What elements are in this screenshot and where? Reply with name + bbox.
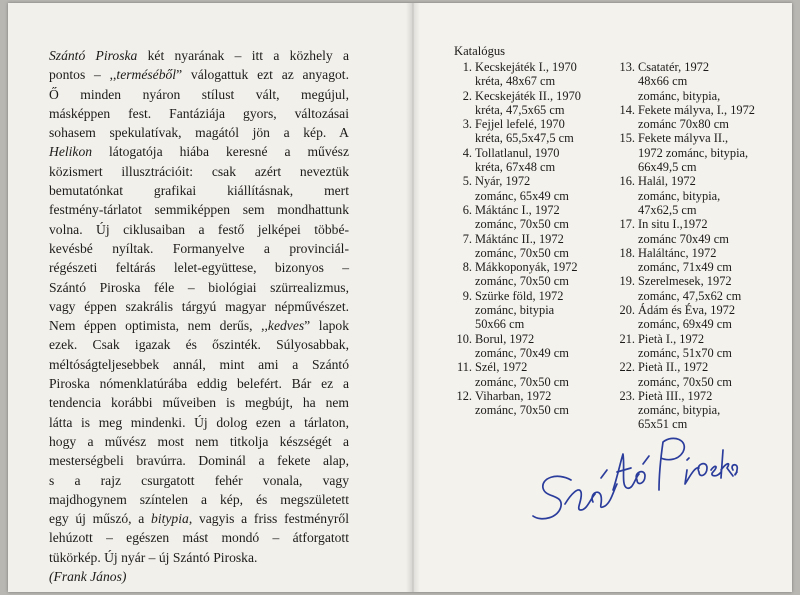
catalogue-item-number: 15. [619, 131, 635, 146]
catalogue-item-detail: kréta, 65,5x47,5 cm [475, 131, 574, 146]
essay-text-run: tükörkép. Új nyár – új Szántó Piroska. [49, 549, 258, 565]
catalogue-item-detail: zománc, 51x70 cm [638, 345, 732, 360]
essay-text-run: ” lapok [304, 318, 349, 334]
essay-text-run: , vagyis a friss festményről [188, 511, 349, 527]
essay-line [49, 258, 349, 277]
catalogue-item-number: 5. [462, 174, 472, 189]
catalogue-item-detail: zománc 70x80 cm [638, 117, 729, 132]
catalogue-item-detail: 66x49,5 cm [638, 160, 697, 175]
catalogue-item-detail: 47x62,5 cm [638, 202, 697, 217]
catalogue-item-title-row [452, 360, 612, 374]
catalogue-item-number: 7. [462, 231, 472, 246]
catalogue-item-title: Ádám és Éva, 1972 [638, 303, 736, 318]
catalogue-item-title-row [452, 60, 612, 74]
essay-line [49, 46, 349, 65]
catalogue-item-title: Pietà II., 1972 [638, 360, 709, 375]
catalogue-item-detail: zománc, 70x50 cm [475, 374, 569, 389]
essay-text-run: Szántó Piroska féle – biológiai szürrealizmus, [49, 279, 349, 295]
catalogue-item-number: 23. [619, 388, 635, 403]
catalogue-item [615, 246, 783, 275]
catalogue-item-title-row [452, 289, 612, 303]
catalogue-item-detail: zománc, bitypia, [638, 88, 721, 103]
catalogue-item-title: Szerelmesek, 1972 [638, 274, 732, 289]
catalogue-item-title: Borul, 1972 [475, 331, 535, 346]
essay-text-run: ” válogattuk ezt az anyagot. [176, 67, 349, 83]
catalogue-item-detail: zománc 70x49 cm [638, 231, 729, 246]
essay-line [49, 123, 349, 142]
catalogue-item-detail: zománc, 70x50 cm [638, 374, 732, 389]
catalogue-item-number: 9. [462, 288, 472, 303]
essay-line [49, 142, 349, 161]
essay-italic-text: Szántó Piroska [49, 48, 138, 63]
catalogue-item-detail: zománc, 70x49 cm [475, 345, 569, 360]
essay-text-run: látta is meg mindenki. Új dolog ezen a tárlaton, [49, 414, 349, 430]
catalogue-item-number: 10. [456, 331, 472, 346]
essay-text-run: tendencia korábbi műveiben is megbújt, ha nem [49, 395, 349, 411]
essay-line [49, 297, 349, 316]
catalogue-item-title-row [615, 60, 783, 74]
catalogue-item-title: Halál, 1972 [638, 174, 696, 189]
catalogue-item-title: Viharban, 1972 [475, 388, 552, 403]
essay-line [49, 471, 349, 490]
essay-italic-text: (Frank János) [49, 569, 127, 585]
essay-text-run: mesterségbeli bravúrra. Dominál a fekete alap, [49, 453, 349, 469]
catalogue-item-title-row [615, 360, 783, 374]
essay-text [49, 46, 349, 586]
catalogue-item-detail: 48x66 cm [638, 74, 688, 89]
catalogue-item-title-row [615, 103, 783, 117]
catalogue-item [615, 174, 783, 217]
catalogue-item-title-row [452, 260, 612, 274]
catalogue-item-title-row [615, 217, 783, 231]
catalogue-heading: Katalógus [454, 44, 506, 58]
essay-text-run: pontos – ,, [49, 67, 117, 83]
catalogue-item-detail: kréta, 67x48 cm [475, 160, 556, 175]
catalogue-item-detail: zománc, 70x50 cm [475, 403, 569, 418]
essay-line [49, 200, 349, 219]
catalogue-item [615, 217, 783, 246]
catalogue-item [452, 203, 612, 232]
catalogue-item [452, 60, 612, 89]
catalogue-item-title-row [615, 274, 783, 288]
essay-text-run: Ő minden nyáron stílust vált, megújul, [49, 86, 349, 102]
essay-line [49, 162, 349, 181]
essay-text-run: látogatója hiába keresné a művész [92, 144, 349, 160]
catalogue-item [452, 174, 612, 203]
catalogue-item-number: 1. [462, 60, 472, 74]
catalogue-column-1 [452, 60, 612, 417]
catalogue-item [615, 103, 783, 132]
catalogue-item-title: Szürke föld, 1972 [475, 288, 564, 303]
catalogue-item-title: Szél, 1972 [475, 360, 528, 375]
catalogue-item-number: 20. [619, 303, 635, 318]
essay-line [49, 335, 349, 354]
essay-text-run: régészeti feltárás lelet-együttese, bizonyos – [49, 260, 349, 276]
catalogue-item-title: Csatatér, 1972 [638, 60, 710, 74]
catalogue-item-number: 18. [619, 245, 635, 260]
essay-text-run: közismert illusztrációit: csak azért neveztük [49, 163, 349, 179]
essay-line [49, 548, 349, 567]
catalogue-item-title: In situ I.,1972 [638, 217, 708, 232]
catalogue-item-number: 17. [619, 217, 635, 232]
catalogue-item-title: Fejjel lefelé, 1970 [475, 117, 565, 132]
catalogue-item-title-row [615, 131, 783, 145]
catalogue-item-title-row [452, 389, 612, 403]
catalogue-item-detail: 65x51 cm [638, 417, 688, 432]
essay-text-run: egy új műszó, a [49, 511, 152, 527]
essay-text-run: két nyarának – itt a közhely a [137, 48, 349, 63]
essay-text-run: bemutatónkat grafikai kiállításnak, mert [49, 183, 349, 199]
catalogue-item-title: Máktánc II., 1972 [475, 231, 564, 246]
essay-text-run: s a rajz csurgatott fehér vonala, vagy [49, 472, 349, 488]
essay-line [49, 490, 349, 509]
catalogue-item [615, 274, 783, 303]
essay-italic-text: kedves [267, 318, 305, 334]
catalogue-item [452, 232, 612, 261]
essay-line [49, 393, 349, 412]
catalogue-item-detail: 1972 zománc, bitypia, [638, 145, 749, 160]
catalogue-item-number: 2. [462, 88, 472, 103]
catalogue-item-title-row [615, 246, 783, 260]
essay-line [49, 104, 349, 123]
catalogue-item-title-row [615, 332, 783, 346]
catalogue-item-number: 22. [619, 360, 635, 375]
catalogue-item [452, 260, 612, 289]
essay-text-run: Nem éppen optimista, nem derűs, ,, [49, 318, 268, 334]
essay-line [49, 316, 349, 335]
catalogue-item-title: Máktánc I., 1972 [475, 202, 560, 217]
catalogue-item-number: 16. [619, 174, 635, 189]
catalogue-item-title-row [452, 146, 612, 160]
catalogue-item-title-row [452, 117, 612, 131]
catalogue-item-title: Nyár, 1972 [475, 174, 531, 189]
essay-line [49, 374, 349, 393]
essay-line [49, 451, 349, 470]
catalogue-item-number: 11. [456, 360, 472, 375]
page-fold [406, 3, 420, 592]
catalogue-item-detail: 50x66 cm [475, 317, 525, 332]
catalogue-item-number: 13. [619, 60, 635, 74]
catalogue-item-number: 21. [619, 331, 635, 346]
catalogue-item-number: 3. [462, 117, 472, 132]
catalogue-item-detail: zománc, 65x49 cm [475, 188, 569, 203]
catalogue-item-title-row [452, 174, 612, 188]
catalogue-item [615, 60, 783, 103]
essay-line [49, 355, 349, 374]
essay-text-run: méltóságteljesebbek annál, mint ami a Szántó [49, 356, 349, 372]
essay-text-run: vagy éppen szakrális tárgyú magyar népművészet. [49, 298, 349, 314]
catalogue-item-title-row [452, 89, 612, 103]
catalogue-item-title: Pietà I., 1972 [638, 331, 705, 346]
catalogue-item-number: 14. [619, 102, 635, 117]
essay-text-run: Piroska nómenklatúrába eddig belefért. Bár ez a [49, 376, 349, 392]
catalogue-item-number: 8. [462, 260, 472, 275]
essay-text-run: kevésbé nyíltak. Formanyelve a provinciál- [49, 240, 349, 256]
essay-text-run: hogy a művész most nem titkolja készségét a [49, 433, 349, 449]
essay-line [49, 413, 349, 432]
essay-line [49, 432, 349, 451]
catalogue-item-detail: zománc, 70x50 cm [475, 245, 569, 260]
catalogue-item-detail: zománc, bitypia, [638, 188, 721, 203]
essay-italic-text: terméséből [116, 67, 177, 83]
catalogue-item-title: Fekete mályva II., [638, 131, 729, 146]
catalogue-item-detail: zománc, 70x50 cm [475, 217, 569, 232]
catalogue-item-detail: zománc, 69x49 cm [638, 317, 732, 332]
catalogue-item-detail: kréta, 47,5x65 cm [475, 102, 565, 117]
essay-line [49, 528, 349, 547]
essay-text-run: sohasem spekulatívak, magától jön a kép. A [49, 125, 349, 141]
catalogue-item [615, 332, 783, 361]
catalogue-item-detail: zománc, bitypia [475, 303, 555, 318]
catalogue-item-title: Kecskejáték II., 1970 [475, 88, 581, 103]
catalogue-column-2 [615, 60, 783, 432]
catalogue-item-title-row [452, 203, 612, 217]
catalogue-item-detail: zománc, 47,5x62 cm [638, 288, 742, 303]
catalogue-item-detail: zománc, 71x49 cm [638, 260, 732, 275]
handwritten-signature [527, 420, 739, 530]
catalogue-item [452, 146, 612, 175]
essay-text-run: majdhogynem színtelen a kép, és megszületett [49, 491, 349, 507]
essay-line [49, 65, 349, 84]
essay-text-run: lehúzott – egészen mást mondó – átforgatott [49, 530, 349, 546]
catalogue-item-detail: zománc, bitypia, [638, 403, 721, 418]
catalogue-item [452, 89, 612, 118]
catalogue-item-title-row [615, 174, 783, 188]
catalogue-item-number: 6. [462, 202, 472, 217]
essay-text-run: ezek. Csak igazak és őszinték. Súlyosabbak, [49, 337, 349, 353]
essay-line [49, 85, 349, 104]
catalogue-item [452, 117, 612, 146]
essay-text-run: festmény-tárlatot semmiképpen sem mondhattunk [49, 202, 349, 218]
catalogue-item-title: Kecskejáték I., 1970 [475, 60, 577, 74]
catalogue-item [615, 303, 783, 332]
catalogue-item [452, 360, 612, 389]
catalogue-item-title-row [452, 332, 612, 346]
essay-line [49, 567, 349, 586]
catalogue-item [615, 131, 783, 174]
catalogue-item-title: Fekete mályva, I., 1972 [638, 102, 755, 117]
catalogue-item-title-row [615, 389, 783, 403]
catalogue-item-detail: zománc, 70x50 cm [475, 274, 569, 289]
catalogue-item-title: Tollatlanul, 1970 [475, 145, 560, 160]
essay-line [49, 220, 349, 239]
essay-line [49, 181, 349, 200]
catalogue-item [452, 332, 612, 361]
essay-line [49, 239, 349, 258]
catalogue-item-number: 19. [619, 274, 635, 289]
catalogue-item-number: 12. [456, 388, 472, 403]
catalogue-item [452, 389, 612, 418]
essay-italic-text: bitypia [151, 511, 189, 527]
essay-line [49, 509, 349, 528]
catalogue-item-title-row [452, 232, 612, 246]
catalogue-item-title-row [615, 303, 783, 317]
catalogue-item [615, 360, 783, 389]
essay-text-run: másképpen fest. Fantáziája gyors, változásai [49, 105, 349, 121]
catalogue-item-title: Haláltánc, 1972 [638, 245, 717, 260]
catalogue-item-title: Pietà III., 1972 [638, 388, 713, 403]
catalogue-item-number: 4. [462, 145, 472, 160]
essay-text-run: volna. Új ciklusaiban a festő jelképei többé- [49, 221, 349, 237]
essay-italic-text: Helikon [49, 144, 93, 160]
catalogue-item-detail: kréta, 48x67 cm [475, 74, 556, 89]
catalogue-item-title: Mákkoponyák, 1972 [475, 260, 578, 275]
catalogue-item [452, 289, 612, 332]
essay-line [49, 278, 349, 297]
